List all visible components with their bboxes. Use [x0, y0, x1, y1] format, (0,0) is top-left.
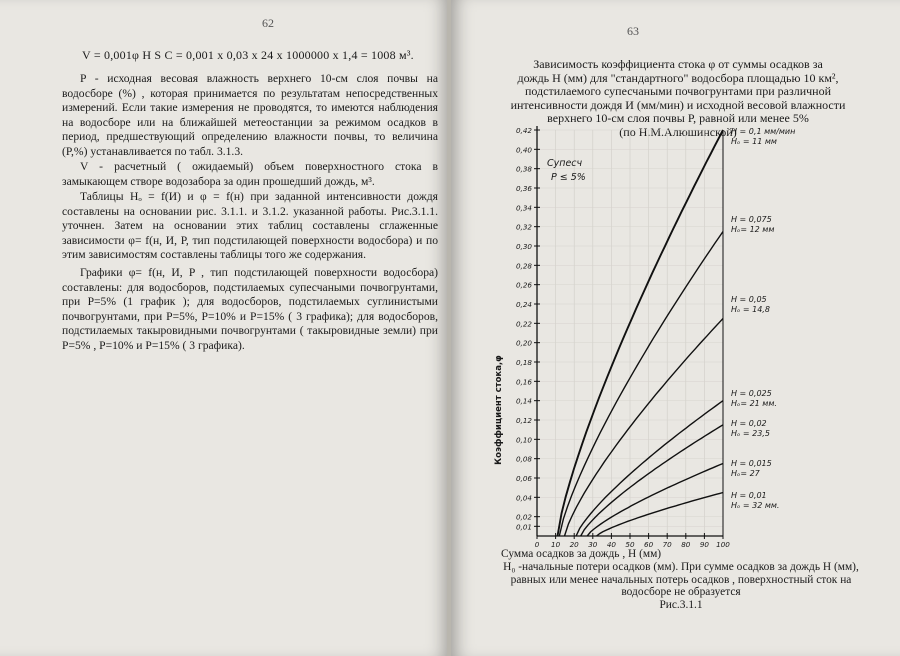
figure-caption: [501, 548, 861, 612]
y-tick-label: 0,02: [515, 512, 532, 522]
y-tick-label: 0,14: [515, 396, 532, 406]
x-tick-label: 0: [534, 540, 540, 549]
page-number-left: 62: [262, 16, 274, 30]
figure-title-line: дождь H (мм) для "стандартного" водосбора площадью 10 км²,: [517, 70, 839, 85]
y-tick-label: 0,38: [515, 164, 532, 174]
x-tick-label: 20: [569, 540, 579, 549]
series-initial-loss-label: Hₒ= 21 мм.: [731, 399, 777, 408]
soil-type-annotation: Супесч: [547, 158, 583, 169]
series-label: H = 0,01: [731, 491, 767, 500]
page-number-right: 63: [627, 24, 639, 38]
paragraph-tables: Таблицы Hₒ = f(И) и φ = f(н) при заданной интенсивности дождя составлены на основании рис. 3.1.1. и 3.1.2. указанной работы. Рис.3.1.1. уточнен. Затем на основании этих таблиц составлены сглаженные зависимости φ= f(н, И, P, тип подстилающей поверхности водосбора) и по этим зависимостям составлены таблицы того же содержания.: [62, 190, 438, 262]
series-label: H = 0,025: [731, 389, 772, 398]
series-line: [587, 464, 723, 537]
y-tick-label: 0,40: [515, 145, 532, 155]
y-tick-label: 0,24: [515, 300, 532, 309]
y-tick-label: 0,26: [515, 280, 532, 290]
y-tick-label: 0,16: [515, 377, 532, 387]
paragraph-volume: V - расчетный ( ожидаемый) объем поверхностного стока в замыкающем створе водозабора за один прошедший дождь, м³.: [62, 160, 438, 188]
caption-note: H₀ -начальные потери осадков (мм). При сумме осадков за дождь H (мм), равных или менее начальных потерь осадков , поверхностный сток на водосборе не образуется: [503, 560, 859, 599]
figure-title-line: подстилаемого супесчаными почвогрунтами при различной: [524, 84, 832, 98]
runoff-volume-formula: V = 0,001φ H S C = 0,001 x 0,03 x 24 x 1000000 x 1,4 = 1008 м³.: [82, 48, 414, 62]
series-initial-loss-label: Hₒ = 14,8: [731, 305, 770, 314]
paragraph-moisture: P - исходная весовая влажность верхнего 10-см слоя почвы на водосборе (%) , которая принимается по результатам непосредственных измерений. Если такие измерения не проводятся, то имеются наблюдения на водосборе или на ближайшей метеостанции за режимом осадков в период, предшествующий определению влажности почвы, то величина (P,%) устанавливается по табл. 3.1.3.: [62, 72, 438, 158]
figure-title-line: Зависимость коэффициента стока φ от суммы осадков за: [533, 57, 823, 71]
series-line: [559, 232, 723, 537]
figure-title-line: интенсивности дождя И (мм/мин) и исходной весовой влажности: [510, 97, 846, 112]
y-tick-label: 0,06: [515, 474, 532, 483]
x-tick-label: 70: [662, 540, 672, 549]
y-tick-label: 0,36: [515, 184, 532, 193]
x-tick-label: 60: [644, 540, 654, 549]
right-page: [451, 0, 900, 656]
series-label: H = 0,1 мм/мин: [731, 127, 796, 136]
y-tick-label: 0,12: [515, 416, 532, 425]
y-tick-label: 0,22: [515, 319, 532, 329]
y-tick-label: 0,42: [515, 126, 532, 135]
x-tick-label: 80: [681, 540, 691, 549]
series-line: [581, 425, 723, 536]
figure-title-line: верхнего 10-см слоя почвы P, равной или менее 5%: [547, 111, 809, 125]
y-tick-label: 0,34: [515, 203, 532, 213]
moisture-annotation: P ≤ 5%: [551, 172, 586, 183]
series-initial-loss-label: Hₒ = 23,5: [731, 429, 770, 438]
series-label: H = 0,02: [731, 419, 767, 428]
x-tick-label: 10: [551, 540, 561, 549]
y-tick-label: 0,30: [515, 242, 532, 251]
series-label: H = 0,015: [731, 459, 772, 468]
y-axis-label: Коэффициент стока,φ: [494, 355, 504, 465]
y-tick-label: 0,28: [515, 261, 532, 271]
x-tick-label: 90: [699, 540, 709, 549]
series-initial-loss-label: Hₒ = 11 мм: [731, 137, 777, 146]
series-initial-loss-label: Hₒ = 32 мм.: [731, 501, 780, 510]
series-line: [576, 401, 723, 536]
series-label: H = 0,05: [731, 295, 767, 304]
left-page: [0, 0, 449, 656]
figure-number: Рис.3.1.1: [659, 599, 703, 612]
y-tick-label: 0,10: [515, 435, 532, 445]
series-initial-loss-label: Hₒ= 12 мм: [731, 225, 775, 234]
series-line: [558, 130, 724, 536]
y-tick-label: 0,20: [515, 338, 532, 348]
paragraph-graphs: Графики φ= f(н, И, P , тип подстилающей поверхности водосбора) составлены: для водосборов, подстилаемых супесчаными почвогрунтами, при P=5% (1 график ); для водосборов, подстилаемых суглинистыми почвогрунтами, при P=5%, P=10% и P=15% ( 3 графика); для водосборов, подстилаемых такыровидными почвогрунтами ( такыровидные земли) при P=5% , P=10% и P=15% ( 3 графика).: [62, 266, 438, 352]
series-label: H = 0,075: [731, 215, 772, 224]
caption-xlabel: Сумма осадков за дождь , H (мм): [501, 548, 662, 560]
y-tick-label: 0,01: [515, 522, 532, 532]
y-tick-label: 0,32: [515, 222, 532, 232]
x-tick-label: 40: [606, 540, 616, 549]
x-tick-label: 100: [716, 540, 730, 549]
series-initial-loss-label: Hₒ= 27: [731, 469, 760, 478]
x-tick-label: 30: [588, 540, 598, 549]
figure-title-line: (по Н.М.Алюшинской): [619, 124, 737, 139]
y-tick-label: 0,08: [515, 454, 532, 464]
y-tick-label: 0,18: [515, 358, 532, 367]
y-tick-label: 0,04: [515, 493, 532, 503]
x-tick-label: 50: [625, 540, 635, 549]
